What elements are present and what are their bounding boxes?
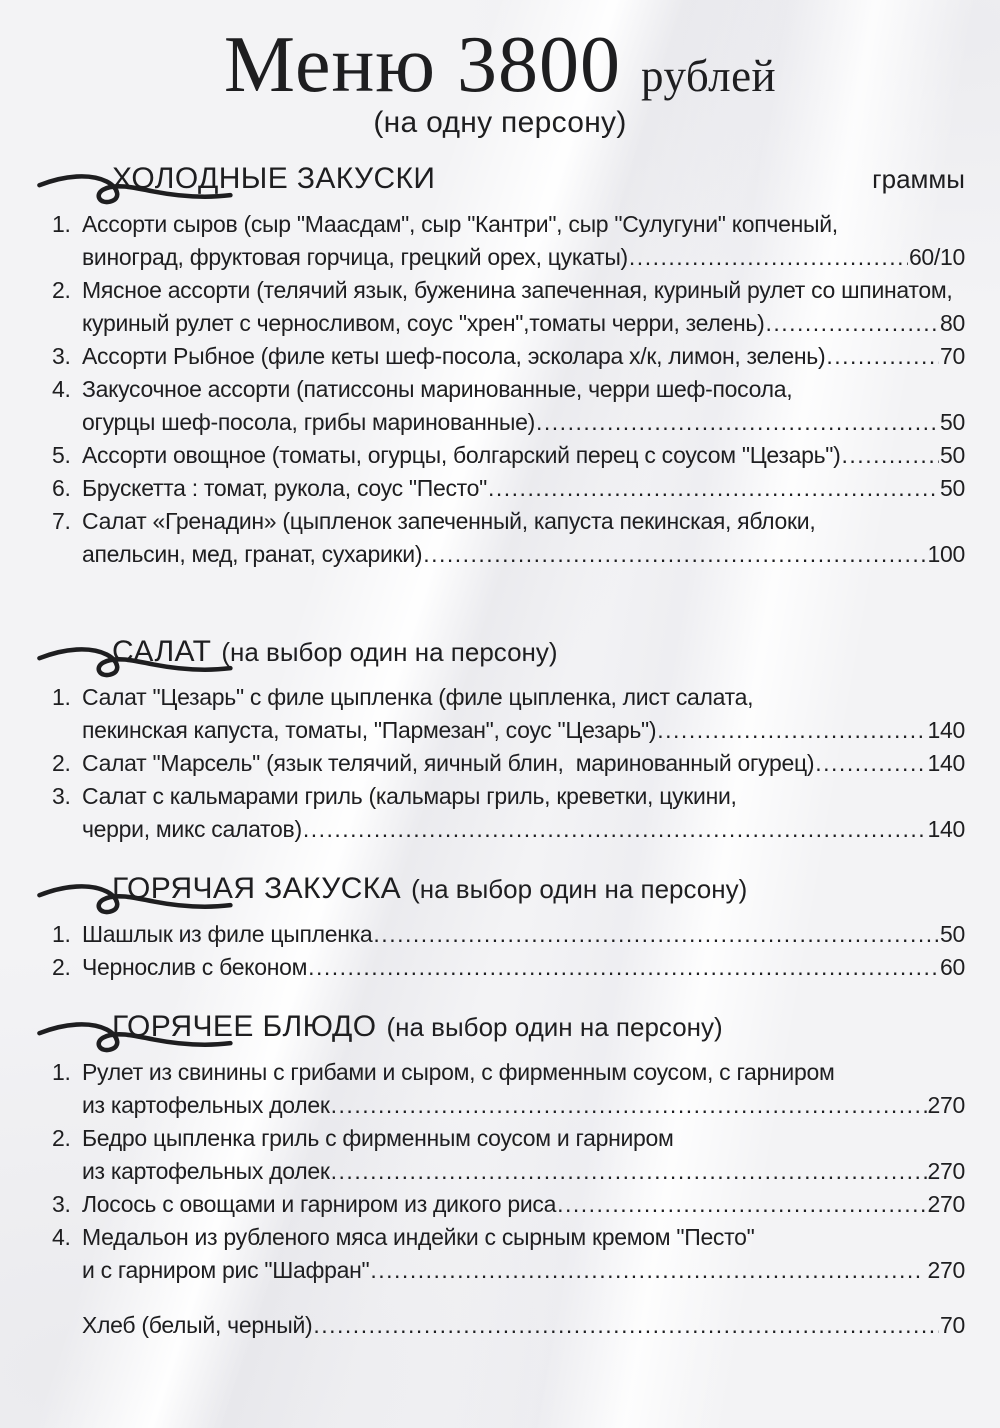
dot-leader [373,918,939,951]
bread-slot [52,1309,965,1342]
menu-item-line [52,951,965,984]
menu-item [52,780,965,846]
menu-item [52,918,965,951]
menu-item-line [52,373,965,406]
dot-leader [488,472,939,505]
item-grams-value: 80 [940,310,965,337]
item-number: 4. [52,1224,71,1251]
item-text: Чернослив с беконом [82,954,308,981]
dot-leader [308,951,939,984]
section-items [52,681,965,846]
item-number: 1. [52,921,71,948]
menu-item-line [52,918,965,951]
section-title: ГОРЯЧЕЕ БЛЮДО [112,1010,377,1044]
item-number: 6. [52,475,71,502]
bread-item [52,1309,965,1342]
item-text: Салат "Цезарь" с филе цыпленка (филе цыпленка, лист салата, [82,684,754,711]
menu-subtitle: (на одну персону) [373,106,627,140]
dot-leader [657,714,926,747]
item-text: Ассорти Рыбное (филе кеты шеф-посола, эсколара х/к, лимон, зелень) [82,343,826,370]
item-grams-value: 50 [940,475,965,502]
dot-leader [842,439,939,472]
item-text: и с гарниром рис "Шафран" [82,1257,370,1284]
menu-item-line [52,307,965,340]
item-number: 2. [52,750,71,777]
menu-item [52,1221,965,1287]
menu-item [52,439,965,472]
item-text: Салат «Гренадин» (цыпленок запеченный, капуста пекинская, яблоки, [82,508,816,535]
menu-section [52,872,965,984]
menu-item-line [52,1122,965,1155]
item-text: Медальон из рубленого мяса индейки с сырным кремом "Песто" [82,1224,755,1251]
menu-sections [52,162,965,1287]
item-text: огурцы шеф-посола, грибы маринованные) [82,409,536,436]
menu-item-line [52,1188,965,1221]
item-text: куриный рулет с черносливом, соус "хрен",томаты черри, зелень) [82,310,765,337]
section-note: (на выбор один на персону) [411,874,748,905]
menu-section [52,162,965,571]
section-header [52,872,965,906]
item-grams-value: 270 [927,1191,965,1218]
menu-item-line [52,340,965,373]
section-header [52,635,965,669]
menu-item [52,1188,965,1221]
menu-item-line [52,241,965,274]
item-grams-value: 70 [940,1312,965,1339]
item-number: 2. [52,277,71,304]
menu-item-line [52,538,965,571]
item-grams-value: 50 [940,409,965,436]
section-header [52,1010,965,1044]
dot-leader [313,1309,939,1342]
section-items [52,208,965,571]
dot-leader [370,1254,920,1287]
menu-item-line [52,505,965,538]
dot-leader [815,747,926,780]
menu-item-line [52,472,965,505]
flourish-icon [34,639,234,681]
menu-item [52,1056,965,1122]
item-text: Лосось с овощами и гарниром из дикого риса [82,1191,557,1218]
item-text: Ассорти сыров (сыр "Маасдам", сыр "Кантри", сыр "Сулугуни" копченый, [82,211,838,238]
item-grams-value: 60/10 [908,244,965,271]
dot-leader [826,340,939,373]
item-text: Брускетта : томат, рукола, соус "Песто" [82,475,487,502]
dot-leader [629,241,908,274]
menu-title-suffix: рублей [641,51,777,101]
item-text: из картофельных долек [82,1092,330,1119]
section-items [52,918,965,984]
item-number: 1. [52,1059,71,1086]
item-grams-value: 100 [927,541,965,568]
item-text: Хлеб (белый, черный) [82,1312,313,1339]
section-title: САЛАТ [112,635,212,669]
grams-column-label: граммы [872,164,965,195]
section-note: (на выбор один на персону) [221,637,558,668]
menu-item-line [52,406,965,439]
dot-leader [536,406,939,439]
item-grams-value: 50 [940,442,965,469]
item-text: апельсин, мед, гранат, сухарики) [82,541,423,568]
section-title: ГОРЯЧАЯ ЗАКУСКА [112,872,402,906]
menu-item [52,274,965,340]
flourish-icon [34,1014,234,1056]
menu-item [52,472,965,505]
item-number: 3. [52,783,71,810]
menu-item-line [52,747,965,780]
item-number: 4. [52,376,71,403]
menu-item [52,505,965,571]
section-items [52,1056,965,1287]
item-grams-value: 270 [921,1257,965,1284]
menu-item [52,340,965,373]
dot-leader [765,307,939,340]
item-number: 3. [52,343,71,370]
item-number: 1. [52,684,71,711]
menu-item [52,1122,965,1188]
item-text: Шашлык из филе цыпленка [82,921,373,948]
menu-title-main: Меню 3800 [223,21,622,109]
section-header [52,162,965,196]
item-text: Салат "Марсель" (язык телячий, яичный блин, маринованный огурец) [82,750,815,777]
item-text: виноград, фруктовая горчица, грецкий орех, цукаты) [82,244,628,271]
menu-title-block [0,0,1000,140]
menu-item-line [52,681,965,714]
item-number: 2. [52,1125,71,1152]
dot-leader [331,1155,927,1188]
item-text: Закусочное ассорти (патиссоны маринованные, черри шеф-посола, [82,376,793,403]
menu-item-line [52,780,965,813]
menu-item [52,681,965,747]
menu-item-line [52,1309,965,1342]
dot-leader [331,1089,927,1122]
section-note: (на выбор один на персону) [386,1012,723,1043]
menu-item-line [52,714,965,747]
dot-leader [557,1188,926,1221]
menu-section [52,635,965,846]
item-text: Рулет из свинины с грибами и сыром, с фирменным соусом, с гарниром [82,1059,835,1086]
menu-title [0,21,1000,109]
menu-item-line [52,813,965,846]
menu-item [52,208,965,274]
item-text: Ассорти овощное (томаты, огурцы, болгарский перец с соусом "Цезарь") [82,442,841,469]
item-number: 7. [52,508,71,535]
item-grams-value: 140 [927,717,965,744]
menu-item-line [52,1056,965,1089]
item-grams-value: 70 [940,343,965,370]
menu-item-line [52,1155,965,1188]
item-grams-value: 270 [927,1158,965,1185]
flourish-icon [34,166,234,208]
item-text: Мясное ассорти (телячий язык, буженина запеченная, куриный рулет со шпинатом, [82,277,953,304]
menu-section [52,1010,965,1287]
menu-item-line [52,1254,965,1287]
menu-item-line [52,274,965,307]
item-grams-value: 270 [927,1092,965,1119]
item-number: 5. [52,442,71,469]
item-text: черри, микс салатов) [82,816,302,843]
menu-item-line [52,1221,965,1254]
item-text: пекинская капуста, томаты, "Пармезан", соус "Цезарь") [82,717,657,744]
menu-item-line [52,1089,965,1122]
section-title: ХОЛОДНЫЕ ЗАКУСКИ [112,162,436,196]
item-number: 1. [52,211,71,238]
flourish-icon [34,876,234,918]
menu-item-line [52,208,965,241]
item-number: 3. [52,1191,71,1218]
item-grams-value: 60 [940,954,965,981]
item-text: Салат с кальмарами гриль (кальмары гриль, креветки, цукини, [82,783,737,810]
item-text: из картофельных долек [82,1158,330,1185]
item-grams-value: 140 [927,816,965,843]
menu-item [52,373,965,439]
item-grams-value: 50 [940,921,965,948]
menu-item-line [52,439,965,472]
menu-item [52,951,965,984]
dot-leader [423,538,926,571]
item-number: 2. [52,954,71,981]
menu-content [0,162,1000,1342]
item-grams-value: 140 [927,750,965,777]
menu-item [52,747,965,780]
item-text: Бедро цыпленка гриль с фирменным соусом и гарниром [82,1125,674,1152]
dot-leader [303,813,927,846]
